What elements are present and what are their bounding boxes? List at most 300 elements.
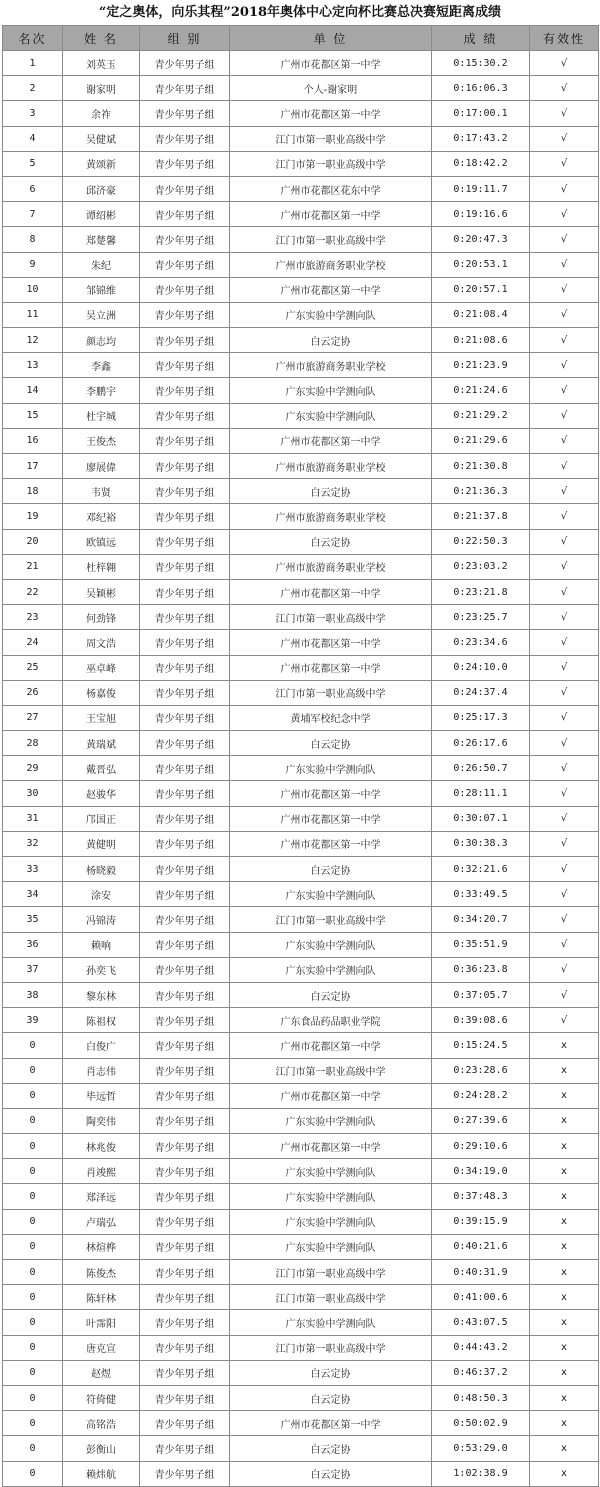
unit-cell: 白云定协	[230, 731, 432, 756]
validity-cell: √	[530, 554, 599, 579]
result-cell: 0:29:10.6	[432, 1134, 530, 1159]
result-cell: 0:39:15.9	[432, 1209, 530, 1234]
rank-cell: 23	[3, 605, 63, 630]
group-cell: 青少年男子组	[140, 202, 230, 227]
result-cell: 0:21:08.6	[432, 328, 530, 353]
name-cell: 王宝旭	[63, 705, 140, 730]
table-row	[3, 51, 599, 76]
name-cell: 何劲锋	[63, 605, 140, 630]
validity-cell: √	[530, 705, 599, 730]
col-header-name: 姓 名	[63, 26, 140, 51]
rank-cell: 0	[3, 1033, 63, 1058]
rank-cell: 14	[3, 378, 63, 403]
validity-cell: x	[530, 1058, 599, 1083]
rank-cell: 11	[3, 302, 63, 327]
result-cell: 0:18:42.2	[432, 151, 530, 176]
table-row	[3, 479, 599, 504]
rank-cell: 25	[3, 655, 63, 680]
unit-cell: 广东实验中学测向队	[230, 1159, 432, 1184]
rank-cell: 0	[3, 1184, 63, 1209]
unit-cell: 广东实验中学测向队	[230, 302, 432, 327]
rank-cell: 0	[3, 1310, 63, 1335]
name-cell: 彭衡山	[63, 1436, 140, 1461]
group-cell: 青少年男子组	[140, 1285, 230, 1310]
result-cell: 0:20:53.1	[432, 252, 530, 277]
result-cell: 0:27:39.6	[432, 1108, 530, 1133]
result-cell: 0:39:08.6	[432, 1008, 530, 1033]
name-cell: 刘英玉	[63, 51, 140, 76]
result-cell: 0:34:19.0	[432, 1159, 530, 1184]
unit-cell: 广东食品药品职业学院	[230, 1008, 432, 1033]
result-cell: 0:23:03.2	[432, 554, 530, 579]
unit-cell: 白云定协	[230, 1360, 432, 1385]
rank-cell: 18	[3, 479, 63, 504]
validity-cell: √	[530, 227, 599, 252]
result-cell: 0:30:07.1	[432, 806, 530, 831]
rank-cell: 0	[3, 1209, 63, 1234]
rank-cell: 0	[3, 1461, 63, 1486]
validity-cell: √	[530, 151, 599, 176]
rank-cell: 26	[3, 680, 63, 705]
unit-cell: 江门市第一职业高级中学	[230, 1285, 432, 1310]
unit-cell: 广州市花都区第一中学	[230, 655, 432, 680]
name-cell: 叶霈阳	[63, 1310, 140, 1335]
group-cell: 青少年男子组	[140, 302, 230, 327]
validity-cell: x	[530, 1436, 599, 1461]
group-cell: 青少年男子组	[140, 403, 230, 428]
group-cell: 青少年男子组	[140, 454, 230, 479]
table-row	[3, 529, 599, 554]
table-row	[3, 504, 599, 529]
group-cell: 青少年男子组	[140, 554, 230, 579]
rank-cell: 12	[3, 328, 63, 353]
col-header-unit: 单 位	[230, 26, 432, 51]
unit-cell: 广州市花都区第一中学	[230, 428, 432, 453]
results-table	[2, 25, 599, 1487]
name-cell: 林兆俊	[63, 1134, 140, 1159]
group-cell: 青少年男子组	[140, 1209, 230, 1234]
result-cell: 0:48:50.3	[432, 1385, 530, 1410]
validity-cell: √	[530, 982, 599, 1007]
group-cell: 青少年男子组	[140, 957, 230, 982]
unit-cell: 江门市第一职业高级中学	[230, 126, 432, 151]
name-cell: 黄健明	[63, 831, 140, 856]
group-cell: 青少年男子组	[140, 982, 230, 1007]
unit-cell: 广东实验中学测向队	[230, 957, 432, 982]
group-cell: 青少年男子组	[140, 1310, 230, 1335]
rank-cell: 38	[3, 982, 63, 1007]
name-cell: 陈祖权	[63, 1008, 140, 1033]
unit-cell: 白云定协	[230, 529, 432, 554]
table-row	[3, 1134, 599, 1159]
group-cell: 青少年男子组	[140, 76, 230, 101]
group-cell: 青少年男子组	[140, 1108, 230, 1133]
table-row	[3, 454, 599, 479]
table-row	[3, 252, 599, 277]
unit-cell: 江门市第一职业高级中学	[230, 1058, 432, 1083]
result-cell: 0:16:06.3	[432, 76, 530, 101]
unit-cell: 江门市第一职业高级中学	[230, 680, 432, 705]
table-row	[3, 907, 599, 932]
name-cell: 吴颖彬	[63, 579, 140, 604]
validity-cell: x	[530, 1335, 599, 1360]
validity-cell: √	[530, 655, 599, 680]
table-row	[3, 1385, 599, 1410]
rank-cell: 0	[3, 1234, 63, 1259]
validity-cell: √	[530, 932, 599, 957]
unit-cell: 广州市旅游商务职业学校	[230, 454, 432, 479]
unit-cell: 广东实验中学测向队	[230, 882, 432, 907]
name-cell: 赖炜航	[63, 1461, 140, 1486]
name-cell: 郑泽远	[63, 1184, 140, 1209]
rank-cell: 0	[3, 1134, 63, 1159]
group-cell: 青少年男子组	[140, 655, 230, 680]
result-cell: 0:50:02.9	[432, 1411, 530, 1436]
unit-cell: 广州市花都区第一中学	[230, 1083, 432, 1108]
table-row	[3, 227, 599, 252]
col-header-group: 组 别	[140, 26, 230, 51]
table-row	[3, 353, 599, 378]
group-cell: 青少年男子组	[140, 529, 230, 554]
validity-cell: √	[530, 101, 599, 126]
rank-cell: 35	[3, 907, 63, 932]
unit-cell: 白云定协	[230, 857, 432, 882]
rank-cell: 39	[3, 1008, 63, 1033]
table-row	[3, 630, 599, 655]
unit-cell: 广州市花都区花东中学	[230, 176, 432, 201]
group-cell: 青少年男子组	[140, 51, 230, 76]
validity-cell: √	[530, 831, 599, 856]
group-cell: 青少年男子组	[140, 277, 230, 302]
group-cell: 青少年男子组	[140, 1436, 230, 1461]
unit-cell: 白云定协	[230, 1461, 432, 1486]
col-header-rank: 名次	[3, 26, 63, 51]
unit-cell: 广州市花都区第一中学	[230, 579, 432, 604]
rank-cell: 16	[3, 428, 63, 453]
validity-cell: √	[530, 403, 599, 428]
rank-cell: 0	[3, 1436, 63, 1461]
validity-cell: x	[530, 1209, 599, 1234]
unit-cell: 个人-谢家明	[230, 76, 432, 101]
validity-cell: √	[530, 957, 599, 982]
result-cell: 0:21:29.6	[432, 428, 530, 453]
rank-cell: 21	[3, 554, 63, 579]
result-cell: 0:21:30.8	[432, 454, 530, 479]
unit-cell: 广州市花都区第一中学	[230, 202, 432, 227]
name-cell: 戴晋弘	[63, 756, 140, 781]
result-cell: 0:25:17.3	[432, 705, 530, 730]
validity-cell: √	[530, 907, 599, 932]
table-row	[3, 1008, 599, 1033]
rank-cell: 13	[3, 353, 63, 378]
group-cell: 青少年男子组	[140, 504, 230, 529]
table-row	[3, 403, 599, 428]
table-row	[3, 1436, 599, 1461]
group-cell: 青少年男子组	[140, 1260, 230, 1285]
validity-cell: √	[530, 51, 599, 76]
validity-cell: x	[530, 1033, 599, 1058]
name-cell: 陶奕伟	[63, 1108, 140, 1133]
result-cell: 0:21:24.6	[432, 378, 530, 403]
name-cell: 杨晓毅	[63, 857, 140, 882]
table-row	[3, 831, 599, 856]
result-cell: 0:37:05.7	[432, 982, 530, 1007]
validity-cell: x	[530, 1360, 599, 1385]
table-row	[3, 101, 599, 126]
name-cell: 郑楚馨	[63, 227, 140, 252]
result-cell: 0:22:50.3	[432, 529, 530, 554]
name-cell: 杜梓翱	[63, 554, 140, 579]
name-cell: 高铭浩	[63, 1411, 140, 1436]
name-cell: 谭绍彬	[63, 202, 140, 227]
rank-cell: 0	[3, 1058, 63, 1083]
rank-cell: 33	[3, 857, 63, 882]
validity-cell: √	[530, 428, 599, 453]
result-cell: 0:21:29.2	[432, 403, 530, 428]
name-cell: 毕远哲	[63, 1083, 140, 1108]
name-cell: 陈俊杰	[63, 1260, 140, 1285]
group-cell: 青少年男子组	[140, 1134, 230, 1159]
rank-cell: 0	[3, 1108, 63, 1133]
unit-cell: 广州市花都区第一中学	[230, 51, 432, 76]
unit-cell: 白云定协	[230, 328, 432, 353]
group-cell: 青少年男子组	[140, 579, 230, 604]
table-row	[3, 126, 599, 151]
result-cell: 0:35:51.9	[432, 932, 530, 957]
validity-cell: x	[530, 1134, 599, 1159]
name-cell: 符倚健	[63, 1385, 140, 1410]
group-cell: 青少年男子组	[140, 1360, 230, 1385]
name-cell: 李鹏宇	[63, 378, 140, 403]
validity-cell: √	[530, 731, 599, 756]
unit-cell: 江门市第一职业高级中学	[230, 1260, 432, 1285]
rank-cell: 37	[3, 957, 63, 982]
result-cell: 0:24:10.0	[432, 655, 530, 680]
validity-cell: √	[530, 378, 599, 403]
validity-cell: √	[530, 857, 599, 882]
table-row	[3, 982, 599, 1007]
validity-cell: √	[530, 680, 599, 705]
unit-cell: 广东实验中学测向队	[230, 932, 432, 957]
table-row	[3, 428, 599, 453]
validity-cell: √	[530, 1008, 599, 1033]
table-row	[3, 1260, 599, 1285]
result-cell: 0:20:57.1	[432, 277, 530, 302]
name-cell: 谢家明	[63, 76, 140, 101]
group-cell: 青少年男子组	[140, 907, 230, 932]
unit-cell: 白云定协	[230, 1436, 432, 1461]
unit-cell: 广州市花都区第一中学	[230, 1033, 432, 1058]
name-cell: 白俊广	[63, 1033, 140, 1058]
rank-cell: 0	[3, 1335, 63, 1360]
validity-cell: √	[530, 756, 599, 781]
table-row	[3, 1209, 599, 1234]
name-cell: 肖志伟	[63, 1058, 140, 1083]
result-cell: 0:23:25.7	[432, 605, 530, 630]
header-row	[3, 26, 599, 51]
rank-cell: 15	[3, 403, 63, 428]
unit-cell: 江门市第一职业高级中学	[230, 605, 432, 630]
table-row	[3, 1234, 599, 1259]
group-cell: 青少年男子组	[140, 1058, 230, 1083]
rank-cell: 31	[3, 806, 63, 831]
unit-cell: 白云定协	[230, 479, 432, 504]
rank-cell: 10	[3, 277, 63, 302]
group-cell: 青少年男子组	[140, 1008, 230, 1033]
table-row	[3, 806, 599, 831]
group-cell: 青少年男子组	[140, 227, 230, 252]
name-cell: 余祚	[63, 101, 140, 126]
validity-cell: x	[530, 1108, 599, 1133]
group-cell: 青少年男子组	[140, 831, 230, 856]
result-cell: 0:17:00.1	[432, 101, 530, 126]
validity-cell: √	[530, 630, 599, 655]
result-cell: 0:40:21.6	[432, 1234, 530, 1259]
rank-cell: 5	[3, 151, 63, 176]
name-cell: 陈轩林	[63, 1285, 140, 1310]
validity-cell: √	[530, 504, 599, 529]
rank-cell: 2	[3, 76, 63, 101]
table-row	[3, 1058, 599, 1083]
table-row	[3, 1108, 599, 1133]
group-cell: 青少年男子组	[140, 101, 230, 126]
name-cell: 韦贤	[63, 479, 140, 504]
rank-cell: 36	[3, 932, 63, 957]
rank-cell: 0	[3, 1285, 63, 1310]
rank-cell: 7	[3, 202, 63, 227]
unit-cell: 广东实验中学测向队	[230, 756, 432, 781]
table-row	[3, 731, 599, 756]
validity-cell: x	[530, 1159, 599, 1184]
validity-cell: √	[530, 202, 599, 227]
group-cell: 青少年男子组	[140, 328, 230, 353]
group-cell: 青少年男子组	[140, 151, 230, 176]
result-cell: 0:53:29.0	[432, 1436, 530, 1461]
result-cell: 0:24:28.2	[432, 1083, 530, 1108]
rank-cell: 0	[3, 1260, 63, 1285]
unit-cell: 广州市花都区第一中学	[230, 806, 432, 831]
col-header-validity: 有效性	[530, 26, 599, 51]
rank-cell: 1	[3, 51, 63, 76]
table-row	[3, 1083, 599, 1108]
result-cell: 0:26:50.7	[432, 756, 530, 781]
result-cell: 0:23:28.6	[432, 1058, 530, 1083]
rank-cell: 0	[3, 1385, 63, 1410]
name-cell: 冯锦涛	[63, 907, 140, 932]
group-cell: 青少年男子组	[140, 1411, 230, 1436]
result-cell: 0:44:43.2	[432, 1335, 530, 1360]
result-cell: 0:19:16.6	[432, 202, 530, 227]
result-cell: 0:24:37.4	[432, 680, 530, 705]
table-row	[3, 554, 599, 579]
name-cell: 吴健斌	[63, 126, 140, 151]
validity-cell: x	[530, 1260, 599, 1285]
rank-cell: 22	[3, 579, 63, 604]
table-row	[3, 1033, 599, 1058]
unit-cell: 江门市第一职业高级中学	[230, 151, 432, 176]
rank-cell: 34	[3, 882, 63, 907]
unit-cell: 广州市花都区第一中学	[230, 277, 432, 302]
unit-cell: 广州市花都区第一中学	[230, 101, 432, 126]
validity-cell: √	[530, 252, 599, 277]
rank-cell: 28	[3, 731, 63, 756]
group-cell: 青少年男子组	[140, 932, 230, 957]
unit-cell: 广州市旅游商务职业学校	[230, 353, 432, 378]
unit-cell: 白云定协	[230, 982, 432, 1007]
result-cell: 0:17:43.2	[432, 126, 530, 151]
table-row	[3, 1159, 599, 1184]
unit-cell: 广东实验中学测向队	[230, 378, 432, 403]
rank-cell: 0	[3, 1360, 63, 1385]
result-cell: 0:20:47.3	[432, 227, 530, 252]
rank-cell: 17	[3, 454, 63, 479]
result-cell: 0:21:36.3	[432, 479, 530, 504]
name-cell: 吴立洲	[63, 302, 140, 327]
validity-cell: x	[530, 1411, 599, 1436]
table-row	[3, 1335, 599, 1360]
group-cell: 青少年男子组	[140, 882, 230, 907]
rank-cell: 19	[3, 504, 63, 529]
validity-cell: √	[530, 454, 599, 479]
table-row	[3, 1411, 599, 1436]
rank-cell: 32	[3, 831, 63, 856]
group-cell: 青少年男子组	[140, 806, 230, 831]
result-cell: 0:30:38.3	[432, 831, 530, 856]
rank-cell: 0	[3, 1083, 63, 1108]
result-cell: 1:02:38.9	[432, 1461, 530, 1486]
result-cell: 0:19:11.7	[432, 176, 530, 201]
validity-cell: √	[530, 781, 599, 806]
result-cell: 0:34:20.7	[432, 907, 530, 932]
table-row	[3, 857, 599, 882]
unit-cell: 黄埔军校纪念中学	[230, 705, 432, 730]
table-row	[3, 781, 599, 806]
rank-cell: 4	[3, 126, 63, 151]
result-cell: 0:26:17.6	[432, 731, 530, 756]
validity-cell: √	[530, 328, 599, 353]
name-cell: 周文浩	[63, 630, 140, 655]
table-row	[3, 1461, 599, 1486]
group-cell: 青少年男子组	[140, 1385, 230, 1410]
name-cell: 邓纪裕	[63, 504, 140, 529]
group-cell: 青少年男子组	[140, 731, 230, 756]
rank-cell: 9	[3, 252, 63, 277]
validity-cell: x	[530, 1285, 599, 1310]
validity-cell: √	[530, 806, 599, 831]
result-cell: 0:15:30.2	[432, 51, 530, 76]
table-row	[3, 202, 599, 227]
group-cell: 青少年男子组	[140, 756, 230, 781]
table-row	[3, 378, 599, 403]
group-cell: 青少年男子组	[140, 857, 230, 882]
result-cell: 0:21:23.9	[432, 353, 530, 378]
table-row	[3, 277, 599, 302]
name-cell: 杨嘉俊	[63, 680, 140, 705]
name-cell: 欧镇远	[63, 529, 140, 554]
validity-cell: √	[530, 882, 599, 907]
name-cell: 赖响	[63, 932, 140, 957]
rank-cell: 24	[3, 630, 63, 655]
group-cell: 青少年男子组	[140, 1184, 230, 1209]
name-cell: 赵煜	[63, 1360, 140, 1385]
result-cell: 0:33:49.5	[432, 882, 530, 907]
unit-cell: 广州市旅游商务职业学校	[230, 252, 432, 277]
result-cell: 0:40:31.9	[432, 1260, 530, 1285]
result-cell: 0:32:21.6	[432, 857, 530, 882]
table-row	[3, 579, 599, 604]
table-row	[3, 680, 599, 705]
table-row	[3, 1285, 599, 1310]
